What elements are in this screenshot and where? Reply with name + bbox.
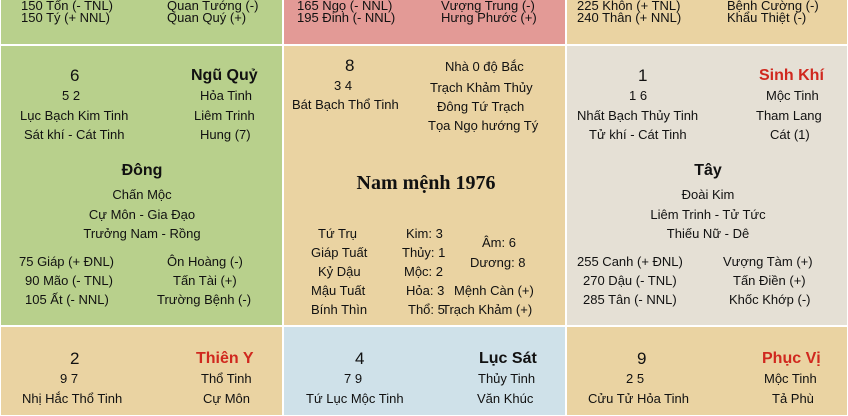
bottom-left-stars: 9 7: [60, 371, 79, 386]
bottom-right-number: 9: [637, 349, 647, 368]
east-right-1: Liêm Trinh: [194, 108, 255, 123]
west-direction: Tây: [694, 162, 722, 179]
east-number: 6: [70, 66, 80, 85]
east-star-name: Ngũ Quỷ: [191, 67, 258, 84]
east-left-0: Lục Bạch Kim Tinh: [20, 108, 129, 123]
east-bottom-right-1: Tấn Tài (+): [173, 273, 237, 288]
west-left-0: Nhất Bạch Thủy Tinh: [577, 108, 699, 123]
bottom-right-right-1: Tả Phù: [772, 391, 814, 406]
center-pillar-4: Bính Thìn: [311, 302, 368, 317]
west-right-2: Cát (1): [770, 127, 810, 142]
cell-east: [0, 45, 283, 326]
west-number: 1: [638, 66, 648, 85]
center-element-0: Kim: 3: [406, 226, 443, 241]
top-middle-partial-left: 165 Ngọ (- NNL): [297, 0, 393, 13]
west-center-2: Thiếu Nữ - Dê: [666, 226, 750, 241]
east-direction: Đông: [121, 162, 163, 179]
center-right-0: Nhà 0 độ Bắc: [445, 59, 524, 74]
center-yin: Âm: 6: [482, 235, 516, 250]
top-right-right: Khẩu Thiệt (-): [727, 10, 807, 25]
center-right-1: Trạch Khảm Thủy: [430, 80, 533, 95]
east-bottom-left-0: 75 Giáp (+ ĐNL): [19, 254, 115, 269]
top-middle-partial-right: Vượng Trung (-): [441, 0, 535, 13]
bottom-left-number: 2: [70, 349, 80, 368]
center-right-3: Tọa Ngọ hướng Tý: [428, 118, 539, 133]
center-number: 8: [345, 56, 355, 75]
east-bottom-left-2: 105 Ất (- NNL): [25, 292, 109, 307]
east-left-1: Sát khí - Cát Tinh: [24, 127, 125, 142]
west-stars: 1 6: [629, 88, 648, 103]
center-pillar-1: Giáp Tuất: [311, 245, 368, 260]
top-middle-right: Hưng Phước (+): [441, 10, 537, 25]
bottom-middle-star-name: Lục Sát: [479, 350, 537, 367]
cell-center: [283, 45, 566, 326]
west-star-name: Sinh Khí: [759, 67, 824, 84]
east-right-0: Hỏa Tinh: [200, 88, 253, 103]
bottom-middle-left-line: Tứ Lục Mộc Tinh: [306, 391, 404, 406]
east-stars: 5 2: [62, 88, 81, 103]
top-middle-left: 195 Đinh (- NNL): [297, 10, 396, 25]
center-yang: Dương: 8: [470, 255, 526, 270]
center-stars: 3 4: [334, 78, 353, 93]
center-pillar-0: Tứ Trụ: [318, 226, 358, 241]
bottom-left-star-name: Thiên Y: [196, 350, 254, 367]
center-element-2: Mộc: 2: [404, 264, 444, 279]
cell-west: [566, 45, 848, 326]
bottom-middle-right-0: Thủy Tinh: [478, 371, 536, 386]
center-element-4: Thổ: 5: [408, 302, 445, 317]
center-title: Nam mệnh 1976: [356, 172, 496, 194]
east-bottom-left-1: 90 Mão (- TNL): [25, 273, 113, 288]
east-right-2: Hung (7): [200, 127, 251, 142]
top-right-partial-left: 225 Khôn (+ TNL): [577, 0, 681, 13]
bottom-left-right-1: Cự Môn: [203, 391, 250, 406]
center-menh: Mệnh Càn (+): [454, 283, 534, 298]
top-left-line: 150 Tý (+ NNL): [21, 10, 110, 25]
bottom-right-star-name: Phục Vị: [762, 350, 821, 367]
bottom-middle-stars: 7 9: [344, 371, 363, 386]
cell-bottom-right: [566, 326, 848, 416]
center-left-line: Bát Bạch Thổ Tinh: [292, 97, 399, 112]
cell-bottom-middle: [283, 326, 566, 416]
west-bottom-right-2: Khốc Khớp (-): [729, 292, 811, 307]
center-element-1: Thủy: 1: [402, 245, 446, 260]
west-center-0: Đoài Kim: [681, 187, 735, 202]
center-right-2: Đông Tứ Trạch: [437, 99, 525, 114]
center-trach: Trạch Khảm (+): [442, 302, 533, 317]
center-pillar-2: Kỷ Dậu: [318, 264, 361, 279]
east-center-2: Trưởng Nam - Rồng: [83, 226, 201, 241]
bottom-right-stars: 2 5: [626, 371, 645, 386]
west-center-1: Liêm Trinh - Tử Tức: [650, 207, 766, 222]
cell-bottom-left: [0, 326, 283, 416]
east-bottom-right-2: Trường Bệnh (-): [157, 292, 252, 307]
top-left-partial-right: Quan Tướng (-): [167, 0, 259, 13]
east-bottom-right-0: Ôn Hoàng (-): [167, 254, 243, 269]
bottom-right-left-line: Cửu Tử Hỏa Tinh: [588, 391, 689, 406]
bottom-left-left-line: Nhị Hắc Thổ Tinh: [22, 391, 123, 406]
top-left-partial-left: 150 Tốn (- TNL): [21, 0, 114, 13]
west-right-1: Tham Lang: [756, 108, 822, 123]
west-bottom-right-0: Vượng Tàm (+): [723, 254, 813, 269]
west-bottom-left-1: 270 Dậu (- TNL): [583, 273, 677, 288]
bottom-middle-number: 4: [355, 349, 365, 368]
cell-top-middle: [283, 0, 566, 45]
cell-top-left: [0, 0, 283, 45]
top-right-left: 240 Thân (+ NNL): [577, 10, 682, 25]
west-left-1: Tử khí - Cát Tinh: [589, 127, 687, 142]
cell-top-right: [566, 0, 848, 45]
center-element-3: Hỏa: 3: [406, 283, 445, 298]
top-right-partial-right: Bệnh Cường (-): [727, 0, 819, 13]
west-bottom-left-2: 285 Tân (- NNL): [583, 292, 677, 307]
bottom-middle-right-1: Văn Khúc: [477, 391, 534, 406]
bottom-right-right-0: Mộc Tinh: [764, 371, 817, 386]
bottom-left-right-0: Thổ Tinh: [201, 371, 252, 386]
west-bottom-left-0: 255 Canh (+ ĐNL): [577, 254, 683, 269]
top-left-right-line: Quan Quý (+): [167, 10, 247, 25]
center-pillar-3: Mậu Tuất: [311, 283, 366, 298]
east-center-1: Cự Môn - Gia Đạo: [88, 207, 196, 222]
east-center-0: Chấn Mộc: [112, 187, 172, 202]
west-right-0: Mộc Tinh: [766, 88, 819, 103]
west-bottom-right-1: Tấn Điền (+): [733, 273, 806, 288]
